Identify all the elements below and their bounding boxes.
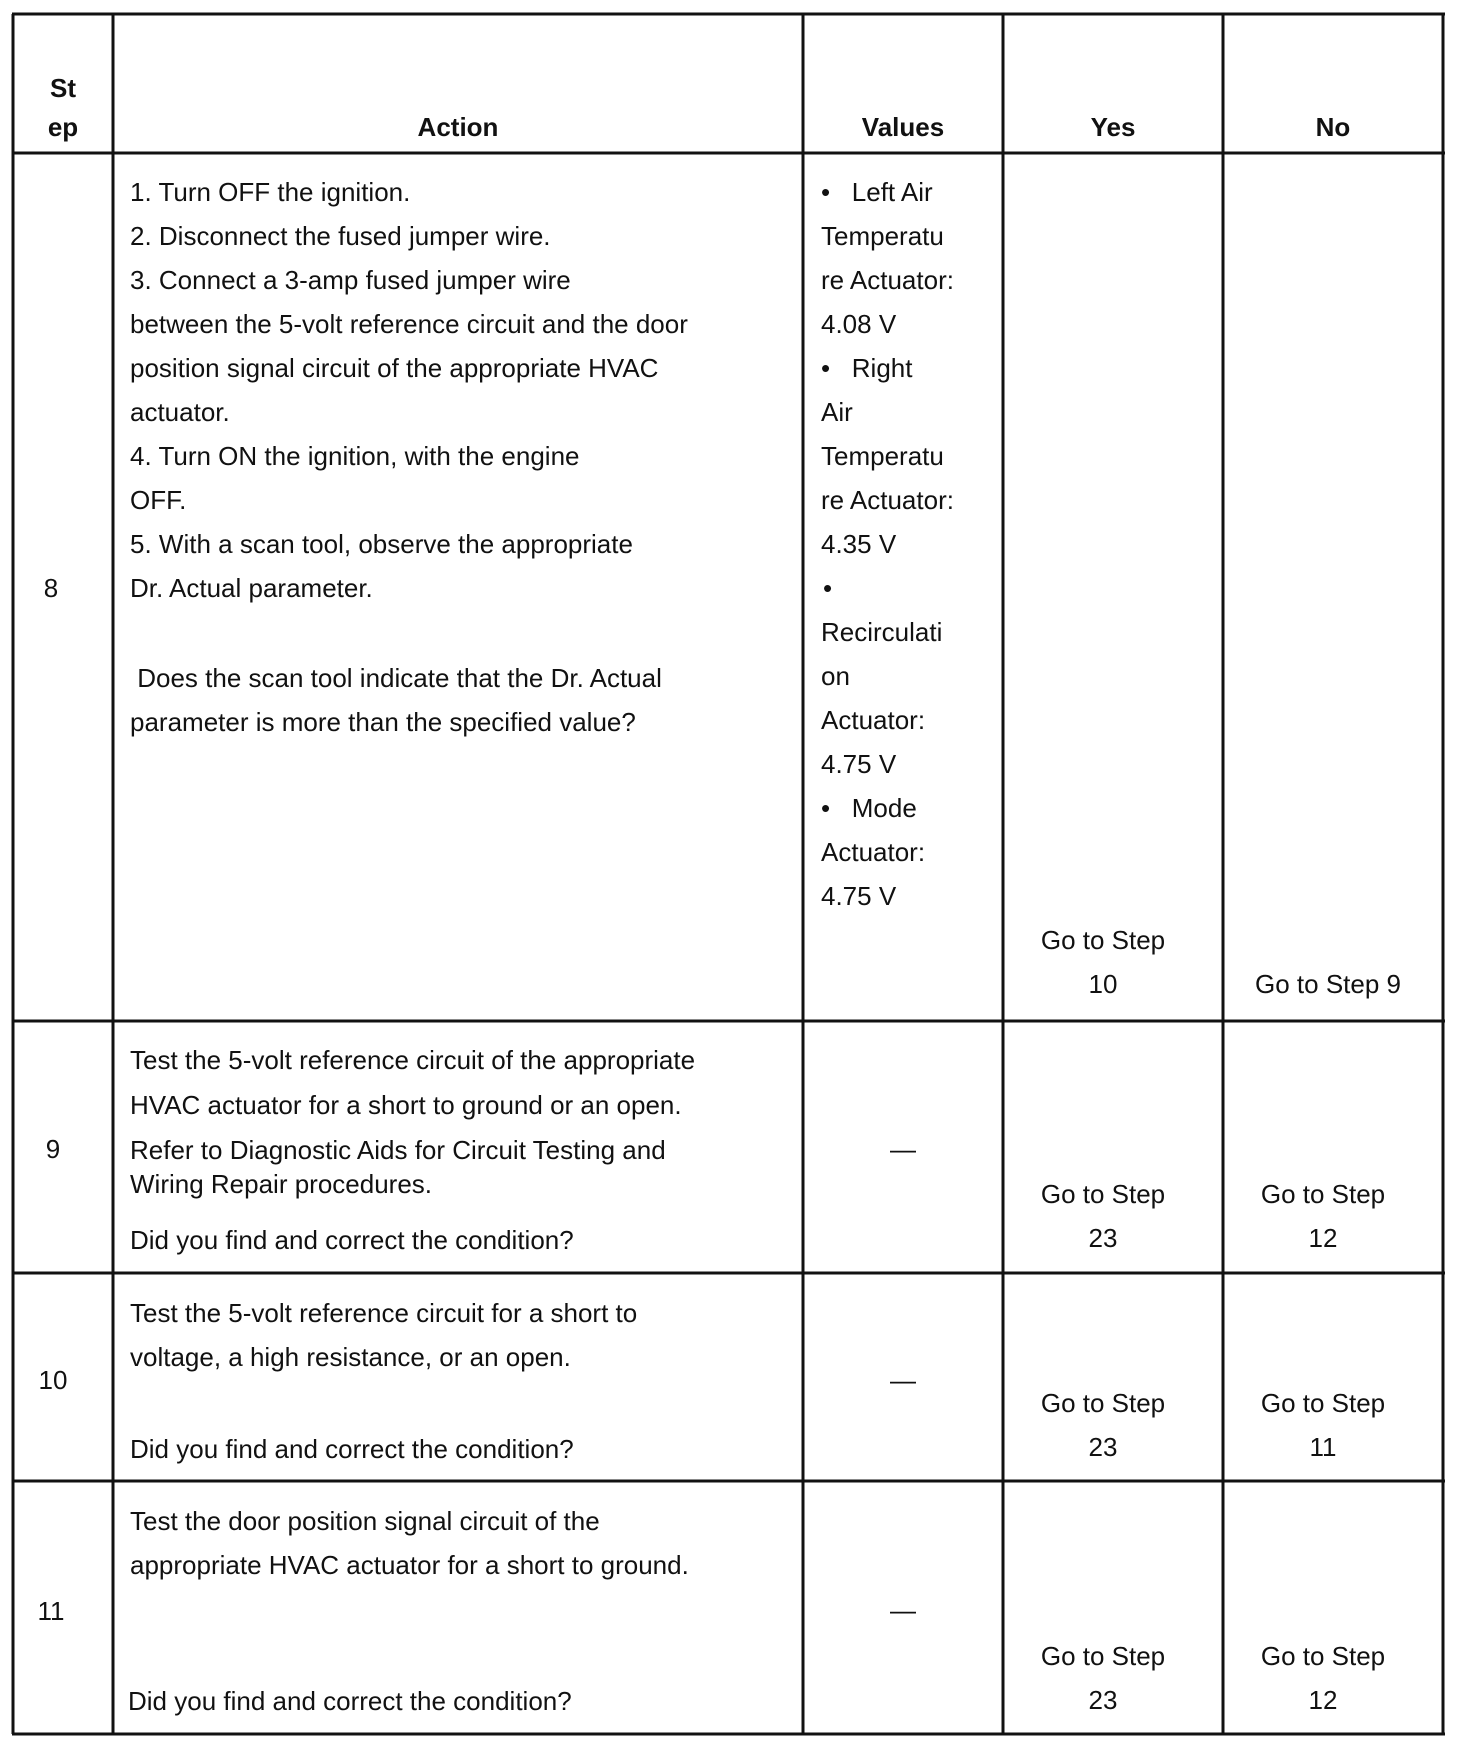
question-line: parameter is more than the specified value? (130, 707, 636, 737)
value-dash: — (890, 1134, 916, 1164)
no-goto-line1: Go to Step (1260, 1179, 1386, 1209)
action-line: HVAC actuator for a short to ground or an open. (130, 1090, 682, 1120)
value-line: Actuator: (821, 705, 926, 735)
value-dash: — (890, 1595, 916, 1625)
action-line: voltage, a high resistance, or an open. (130, 1342, 571, 1372)
header-no: No (1315, 112, 1351, 142)
yes-goto-line1: Go to Step (1040, 925, 1166, 955)
value-line: Recirculati (821, 617, 943, 647)
value-line: Temperatu (821, 441, 944, 471)
header-action: Action (417, 112, 499, 142)
question-line: Did you find and correct the condition? (130, 1225, 574, 1255)
header-yes: Yes (1090, 112, 1136, 142)
action-line: OFF. (130, 485, 187, 515)
header-step-line1: St (50, 73, 76, 103)
value-line: Temperatu (821, 221, 944, 251)
action-line: Test the 5-volt reference circuit for a short to (130, 1298, 638, 1328)
action-line: 3. Connect a 3-amp fused jumper wire (130, 265, 571, 295)
action-list (130, 170, 688, 610)
value-line: 4.75 V (821, 749, 897, 779)
action-line: 4. Turn ON the ignition, with the engine (130, 441, 580, 471)
action-line: Dr. Actual parameter. (130, 573, 373, 603)
action-line: position signal circuit of the appropriate HVAC (130, 353, 659, 383)
value-line: • Left Air (821, 177, 933, 207)
yes-goto-line2: 23 (1088, 1432, 1118, 1462)
value-line: on (821, 661, 850, 691)
no-goto: Go to Step 9 (1255, 969, 1401, 999)
action-line: actuator. (130, 397, 230, 427)
yes-goto-line1: Go to Step (1040, 1641, 1166, 1671)
yes-goto-line1: Go to Step (1040, 1179, 1166, 1209)
no-goto-line2: 12 (1308, 1223, 1338, 1253)
no-goto-line1: Go to Step (1260, 1388, 1386, 1418)
question-line: Did you find and correct the condition? (130, 1434, 574, 1464)
value-line: Actuator: (821, 837, 926, 867)
step-number: 10 (38, 1365, 68, 1395)
action-line: 2. Disconnect the fused jumper wire. (130, 221, 551, 251)
action-line: between the 5-volt reference circuit and the door (130, 309, 688, 339)
no-goto-line1: Go to Step (1260, 1641, 1386, 1671)
yes-goto-line1: Go to Step (1040, 1388, 1166, 1418)
value-line: Air (821, 397, 853, 427)
value-line: • Right (821, 353, 913, 383)
value-dash: — (890, 1365, 916, 1395)
no-goto-line2: 11 (1309, 1432, 1337, 1462)
action-line: Refer to Diagnostic Aids for Circuit Testing and (130, 1135, 666, 1165)
value-line: • Mode (821, 793, 917, 823)
yes-goto-line2: 23 (1088, 1685, 1118, 1715)
value-line: • (823, 573, 833, 603)
value-line: 4.75 V (821, 881, 897, 911)
step-number: 11 (37, 1596, 65, 1626)
value-line: 4.35 V (821, 529, 897, 559)
question-line: Does the scan tool indicate that the Dr. Actual (130, 663, 662, 693)
value-line: re Actuator: (821, 265, 954, 295)
action-line: Test the 5-volt reference circuit of the appropriate (130, 1045, 696, 1075)
yes-goto-line2: 10 (1088, 969, 1118, 999)
step-number: 8 (43, 573, 59, 603)
yes-goto-line2: 23 (1088, 1223, 1118, 1253)
action-line: Test the door position signal circuit of the (130, 1506, 600, 1536)
action-line: 1. Turn OFF the ignition. (130, 177, 411, 207)
header-values: Values (861, 112, 945, 142)
question-line: Did you find and correct the condition? (128, 1686, 572, 1716)
no-goto-line2: 12 (1308, 1685, 1338, 1715)
value-line: re Actuator: (821, 485, 954, 515)
action-line: appropriate HVAC actuator for a short to ground. (130, 1550, 689, 1580)
step-number: 9 (45, 1134, 61, 1164)
action-line: 5. With a scan tool, observe the appropriate (130, 529, 633, 559)
header-step-line2: ep (47, 112, 79, 142)
values-list (821, 170, 954, 918)
value-line: 4.08 V (821, 309, 897, 339)
action-line: Wiring Repair procedures. (130, 1169, 433, 1199)
